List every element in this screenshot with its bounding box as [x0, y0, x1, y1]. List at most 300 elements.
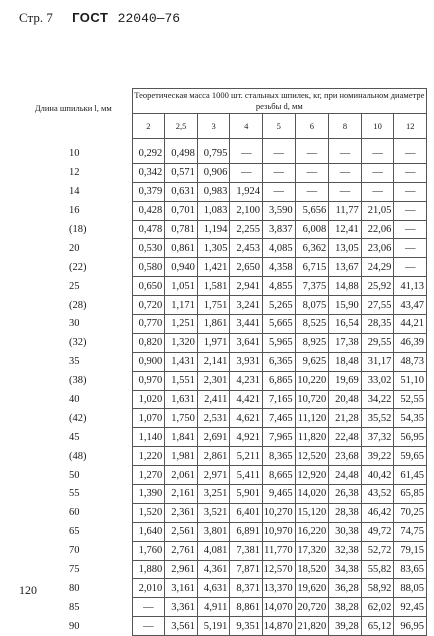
mass-cell: 14,070: [263, 598, 296, 617]
mass-cell: 1,083: [197, 201, 230, 220]
mass-cell: 2,941: [230, 277, 263, 296]
mass-cell: —: [263, 139, 296, 164]
mass-cell: 0,983: [197, 182, 230, 201]
mass-cell: 14,020: [295, 485, 329, 504]
mass-cell: 1,751: [197, 296, 230, 315]
mass-cell: 3,251: [197, 485, 230, 504]
mass-cell: 2,161: [165, 485, 198, 504]
mass-cell: 10,720: [295, 390, 329, 409]
mass-cell: 8,665: [263, 466, 296, 485]
mass-cell: 0,571: [165, 163, 198, 182]
table-row: [15, 579, 427, 598]
mass-cell: 39,22: [361, 447, 394, 466]
mass-cell: 1,305: [197, 239, 230, 258]
mass-cell: 70,25: [394, 503, 427, 522]
mass-cell: 38,28: [329, 598, 362, 617]
mass-cell: —: [230, 163, 263, 182]
length-cell: 50: [15, 466, 132, 485]
mass-cell: 1,220: [132, 447, 165, 466]
length-cell: 75: [15, 560, 132, 579]
mass-cell: 11,77: [329, 201, 362, 220]
table-row: [15, 390, 427, 409]
mass-cell: 0,940: [165, 258, 198, 277]
table-row: [15, 428, 427, 447]
page-number: 120: [19, 583, 37, 597]
mass-cell: 15,90: [329, 296, 362, 315]
mass-cell: 36,28: [329, 579, 362, 598]
mass-cell: 1,140: [132, 428, 165, 447]
mass-cell: 3,241: [230, 296, 263, 315]
table-row: [15, 201, 427, 220]
mass-cell: 28,35: [361, 315, 394, 334]
mass-cell: —: [295, 163, 329, 182]
table-row: [15, 333, 427, 352]
column-header: 3: [197, 114, 230, 139]
length-cell: 35: [15, 352, 132, 371]
mass-cell: 4,911: [197, 598, 230, 617]
mass-cell: 13,67: [329, 258, 362, 277]
mass-cell: 1,194: [197, 220, 230, 239]
length-cell: 60: [15, 503, 132, 522]
mass-cell: 18,48: [329, 352, 362, 371]
mass-cell: 1,924: [230, 182, 263, 201]
table-row: [15, 560, 427, 579]
table-row: [15, 447, 427, 466]
mass-cell: 22,48: [329, 428, 362, 447]
mass-cell: 1,760: [132, 541, 165, 560]
mass-cell: 0,781: [165, 220, 198, 239]
mass-cell: 6,865: [263, 371, 296, 390]
length-cell: 40: [15, 390, 132, 409]
mass-cell: —: [329, 139, 362, 164]
mass-cell: 79,15: [394, 541, 427, 560]
mass-cell: 44,21: [394, 315, 427, 334]
mass-cell: 5,411: [230, 466, 263, 485]
mass-cell: 96,95: [394, 617, 427, 636]
table-row: [15, 617, 427, 636]
length-cell: (48): [15, 447, 132, 466]
mass-cell: 1,270: [132, 466, 165, 485]
mass-cell: 8,365: [263, 447, 296, 466]
mass-cell: 14,88: [329, 277, 362, 296]
mass-cell: 39,28: [329, 617, 362, 636]
mass-cell: 1,861: [197, 315, 230, 334]
mass-cell: 8,371: [230, 579, 263, 598]
table-row: [15, 352, 427, 371]
mass-cell: —: [263, 163, 296, 182]
mass-cell: 2,761: [165, 541, 198, 560]
mass-cell: 0,498: [165, 139, 198, 164]
mass-cell: 7,965: [263, 428, 296, 447]
mass-cell: 27,55: [361, 296, 394, 315]
length-cell: (42): [15, 409, 132, 428]
mass-cell: 1,750: [165, 409, 198, 428]
mass-cell: —: [230, 139, 263, 164]
length-cell: 65: [15, 522, 132, 541]
mass-cell: —: [361, 139, 394, 164]
length-cell: 12: [15, 163, 132, 182]
mass-cell: 1,251: [165, 315, 198, 334]
table-row: [15, 522, 427, 541]
mass-cell: 1,640: [132, 522, 165, 541]
mass-cell: 4,421: [230, 390, 263, 409]
mass-cell: —: [361, 182, 394, 201]
table-row: [15, 182, 427, 201]
mass-cell: 22,06: [361, 220, 394, 239]
length-cell: 25: [15, 277, 132, 296]
mass-cell: 15,120: [295, 503, 329, 522]
mass-cell: 2,561: [165, 522, 198, 541]
mass-cell: 25,92: [361, 277, 394, 296]
length-cell: (18): [15, 220, 132, 239]
mass-cell: 55,82: [361, 560, 394, 579]
mass-cell: 7,465: [263, 409, 296, 428]
table-row: [15, 258, 427, 277]
mass-cell: 2,255: [230, 220, 263, 239]
mass-cell: 7,871: [230, 560, 263, 579]
mass-cell: 2,141: [197, 352, 230, 371]
mass-cell: 6,891: [230, 522, 263, 541]
mass-cell: —: [394, 239, 427, 258]
mass-cell: 6,362: [295, 239, 329, 258]
mass-cell: 28,38: [329, 503, 362, 522]
mass-cell: —: [132, 617, 165, 636]
mass-cell: 29,55: [361, 333, 394, 352]
mass-cell: 5,265: [263, 296, 296, 315]
mass-cell: 2,061: [165, 466, 198, 485]
mass-cell: 12,520: [295, 447, 329, 466]
mass-cell: 21,28: [329, 409, 362, 428]
length-cell: (38): [15, 371, 132, 390]
mass-cell: 4,631: [197, 579, 230, 598]
column-header: 4: [230, 114, 263, 139]
mass-cell: 52,55: [394, 390, 427, 409]
mass-cell: 30,38: [329, 522, 362, 541]
mass-cell: 8,525: [295, 315, 329, 334]
mass-cell: 3,561: [165, 617, 198, 636]
table-row: [15, 485, 427, 504]
length-cell: 45: [15, 428, 132, 447]
mass-cell: 7,375: [295, 277, 329, 296]
mass-cell: 24,48: [329, 466, 362, 485]
mass-cell: 46,42: [361, 503, 394, 522]
mass-cell: 31,17: [361, 352, 394, 371]
table-row: [15, 598, 427, 617]
length-column-header: Длина шпильки l, мм: [15, 89, 132, 139]
mass-cell: 65,85: [394, 485, 427, 504]
mass-cell: —: [394, 201, 427, 220]
mass-cell: 12,41: [329, 220, 362, 239]
mass-cell: 1,051: [165, 277, 198, 296]
mass-cell: 3,931: [230, 352, 263, 371]
mass-cell: 1,551: [165, 371, 198, 390]
mass-cell: 33,02: [361, 371, 394, 390]
mass-cell: 11,120: [295, 409, 329, 428]
table-row: [15, 409, 427, 428]
mass-cell: 49,72: [361, 522, 394, 541]
mass-cell: 1,431: [165, 352, 198, 371]
length-cell: 55: [15, 485, 132, 504]
mass-cell: 0,970: [132, 371, 165, 390]
mass-cell: 20,48: [329, 390, 362, 409]
mass-cell: 5,191: [197, 617, 230, 636]
mass-cell: 20,720: [295, 598, 329, 617]
mass-cell: 6,008: [295, 220, 329, 239]
table-row: [15, 277, 427, 296]
mass-cell: 2,691: [197, 428, 230, 447]
mass-cell: 2,961: [165, 560, 198, 579]
mass-cell: 4,231: [230, 371, 263, 390]
column-header: 12: [394, 114, 427, 139]
mass-cell: —: [329, 182, 362, 201]
mass-cell: 43,47: [394, 296, 427, 315]
mass-cell: 2,010: [132, 579, 165, 598]
mass-cell: 40,42: [361, 466, 394, 485]
mass-cell: 4,361: [197, 560, 230, 579]
column-header: 8: [329, 114, 362, 139]
length-cell: 85: [15, 598, 132, 617]
table-row: [15, 371, 427, 390]
mass-cell: 5,665: [263, 315, 296, 334]
mass-cell: 11,770: [263, 541, 296, 560]
mass-cell: 1,520: [132, 503, 165, 522]
mass-cell: 32,38: [329, 541, 362, 560]
mass-cell: 1,020: [132, 390, 165, 409]
page-header: [19, 10, 180, 26]
mass-cell: 4,358: [263, 258, 296, 277]
mass-cell: 3,441: [230, 315, 263, 334]
mass-cell: —: [394, 182, 427, 201]
table-row: [15, 139, 427, 164]
mass-cell: 2,453: [230, 239, 263, 258]
mass-cell: 6,365: [263, 352, 296, 371]
mass-cell: 59,65: [394, 447, 427, 466]
length-cell: (28): [15, 296, 132, 315]
mass-cell: 0,820: [132, 333, 165, 352]
table-row: [15, 239, 427, 258]
mass-cell: 0,650: [132, 277, 165, 296]
mass-cell: 8,075: [295, 296, 329, 315]
mass-cell: 1,631: [165, 390, 198, 409]
length-cell: 20: [15, 239, 132, 258]
length-cell: 14: [15, 182, 132, 201]
mass-cell: 35,52: [361, 409, 394, 428]
column-header: 2,5: [165, 114, 198, 139]
mass-cell: 10,220: [295, 371, 329, 390]
mass-cell: 3,161: [165, 579, 198, 598]
mass-cell: 0,530: [132, 239, 165, 258]
mass-cell: 9,625: [295, 352, 329, 371]
mass-cell: 17,38: [329, 333, 362, 352]
mass-cell: 61,45: [394, 466, 427, 485]
page-label: Стр. 7: [19, 10, 53, 25]
mass-cell: 23,68: [329, 447, 362, 466]
mass-cell: 52,72: [361, 541, 394, 560]
mass-cell: —: [394, 258, 427, 277]
mass-cell: —: [132, 598, 165, 617]
mass-cell: 2,361: [165, 503, 198, 522]
table-body: [15, 139, 427, 636]
mass-cell: 12,920: [295, 466, 329, 485]
mass-cell: 3,521: [197, 503, 230, 522]
mass-cell: 2,650: [230, 258, 263, 277]
mass-table: [15, 88, 427, 636]
mass-cell: 21,820: [295, 617, 329, 636]
mass-cell: 48,73: [394, 352, 427, 371]
gost-label: ГОСТ: [72, 10, 109, 25]
length-cell: 70: [15, 541, 132, 560]
table-row: [15, 541, 427, 560]
mass-cell: 46,39: [394, 333, 427, 352]
mass-cell: 5,211: [230, 447, 263, 466]
length-cell: (32): [15, 333, 132, 352]
mass-cell: 0,478: [132, 220, 165, 239]
mass-cell: 2,531: [197, 409, 230, 428]
mass-cell: —: [263, 182, 296, 201]
table-row: [15, 315, 427, 334]
mass-cell: 19,69: [329, 371, 362, 390]
mass-cell: 4,855: [263, 277, 296, 296]
mass-cell: 54,35: [394, 409, 427, 428]
mass-cell: 34,38: [329, 560, 362, 579]
mass-cell: 3,801: [197, 522, 230, 541]
mass-cell: —: [329, 163, 362, 182]
mass-cell: 21,05: [361, 201, 394, 220]
mass-cell: 3,837: [263, 220, 296, 239]
mass-cell: 1,421: [197, 258, 230, 277]
mass-cell: 23,06: [361, 239, 394, 258]
table-row: [15, 163, 427, 182]
column-header: 2: [132, 114, 165, 139]
length-cell: (22): [15, 258, 132, 277]
column-header: 5: [263, 114, 296, 139]
mass-cell: 2,861: [197, 447, 230, 466]
mass-cell: 7,165: [263, 390, 296, 409]
mass-cell: 1,971: [197, 333, 230, 352]
mass-cell: 5,901: [230, 485, 263, 504]
mass-cell: 41,13: [394, 277, 427, 296]
mass-cell: 43,52: [361, 485, 394, 504]
mass-cell: 26,38: [329, 485, 362, 504]
mass-cell: 0,906: [197, 163, 230, 182]
mass-cell: 19,620: [295, 579, 329, 598]
mass-cell: 1,841: [165, 428, 198, 447]
mass-cell: 0,428: [132, 201, 165, 220]
mass-cell: 2,411: [197, 390, 230, 409]
mass-cell: 4,081: [197, 541, 230, 560]
column-header: 6: [295, 114, 329, 139]
mass-cell: 4,921: [230, 428, 263, 447]
mass-cell: 0,701: [165, 201, 198, 220]
mass-cell: 6,401: [230, 503, 263, 522]
mass-cell: 88,05: [394, 579, 427, 598]
mass-cell: 9,351: [230, 617, 263, 636]
table-row: [15, 503, 427, 522]
length-cell: 10: [15, 139, 132, 164]
mass-cell: 0,580: [132, 258, 165, 277]
mass-cell: —: [394, 163, 427, 182]
mass-cell: —: [394, 220, 427, 239]
mass-cell: —: [295, 139, 329, 164]
mass-cell: 62,02: [361, 598, 394, 617]
column-header: 10: [361, 114, 394, 139]
mass-cell: 8,925: [295, 333, 329, 352]
mass-cell: 0,720: [132, 296, 165, 315]
length-cell: 16: [15, 201, 132, 220]
mass-cell: 1,320: [165, 333, 198, 352]
mass-cell: 58,92: [361, 579, 394, 598]
mass-cell: 1,880: [132, 560, 165, 579]
mass-cell: 56,95: [394, 428, 427, 447]
mass-cell: 4,621: [230, 409, 263, 428]
mass-cell: 0,379: [132, 182, 165, 201]
table-row: [15, 466, 427, 485]
mass-cell: 13,370: [263, 579, 296, 598]
mass-cell: 5,965: [263, 333, 296, 352]
mass-cell: 1,981: [165, 447, 198, 466]
mass-cell: 10,970: [263, 522, 296, 541]
mass-cell: 1,070: [132, 409, 165, 428]
mass-cell: 2,301: [197, 371, 230, 390]
mass-cell: 14,870: [263, 617, 296, 636]
mass-cell: 9,465: [263, 485, 296, 504]
mass-cell: 11,820: [295, 428, 329, 447]
mass-cell: 12,570: [263, 560, 296, 579]
mass-cell: 0,900: [132, 352, 165, 371]
mass-cell: 5,656: [295, 201, 329, 220]
mass-cell: 0,342: [132, 163, 165, 182]
mass-cell: 18,520: [295, 560, 329, 579]
mass-cell: 0,861: [165, 239, 198, 258]
mass-cell: 4,085: [263, 239, 296, 258]
mass-cell: 6,715: [295, 258, 329, 277]
mass-cell: 16,54: [329, 315, 362, 334]
mass-cell: 0,795: [197, 139, 230, 164]
table-row: [15, 220, 427, 239]
mass-cell: 51,10: [394, 371, 427, 390]
mass-cell: 1,390: [132, 485, 165, 504]
mass-cell: 3,641: [230, 333, 263, 352]
mass-cell: 24,29: [361, 258, 394, 277]
mass-cell: 16,220: [295, 522, 329, 541]
mass-cell: 7,381: [230, 541, 263, 560]
mass-cell: —: [394, 139, 427, 164]
mass-cell: 10,270: [263, 503, 296, 522]
mass-cell: 0,631: [165, 182, 198, 201]
mass-cell: 37,32: [361, 428, 394, 447]
mass-cell: 17,320: [295, 541, 329, 560]
length-cell: 80: [15, 579, 132, 598]
mass-cell: 1,171: [165, 296, 198, 315]
mass-cell: 3,361: [165, 598, 198, 617]
mass-cell: 0,292: [132, 139, 165, 164]
length-cell: 90: [15, 617, 132, 636]
mass-group-header: Теоретическая масса 1000 шт. стальных шпилек, кг, при номинальном диаметре резьбы d, мм: [132, 89, 426, 114]
mass-cell: —: [361, 163, 394, 182]
mass-cell: 92,45: [394, 598, 427, 617]
mass-cell: 13,05: [329, 239, 362, 258]
table-row: [15, 296, 427, 315]
mass-cell: 3,590: [263, 201, 296, 220]
mass-cell: 34,22: [361, 390, 394, 409]
length-cell: 30: [15, 315, 132, 334]
mass-cell: 0,770: [132, 315, 165, 334]
mass-cell: —: [295, 182, 329, 201]
mass-cell: 8,861: [230, 598, 263, 617]
mass-cell: 2,100: [230, 201, 263, 220]
mass-cell: 74,75: [394, 522, 427, 541]
mass-cell: 83,65: [394, 560, 427, 579]
